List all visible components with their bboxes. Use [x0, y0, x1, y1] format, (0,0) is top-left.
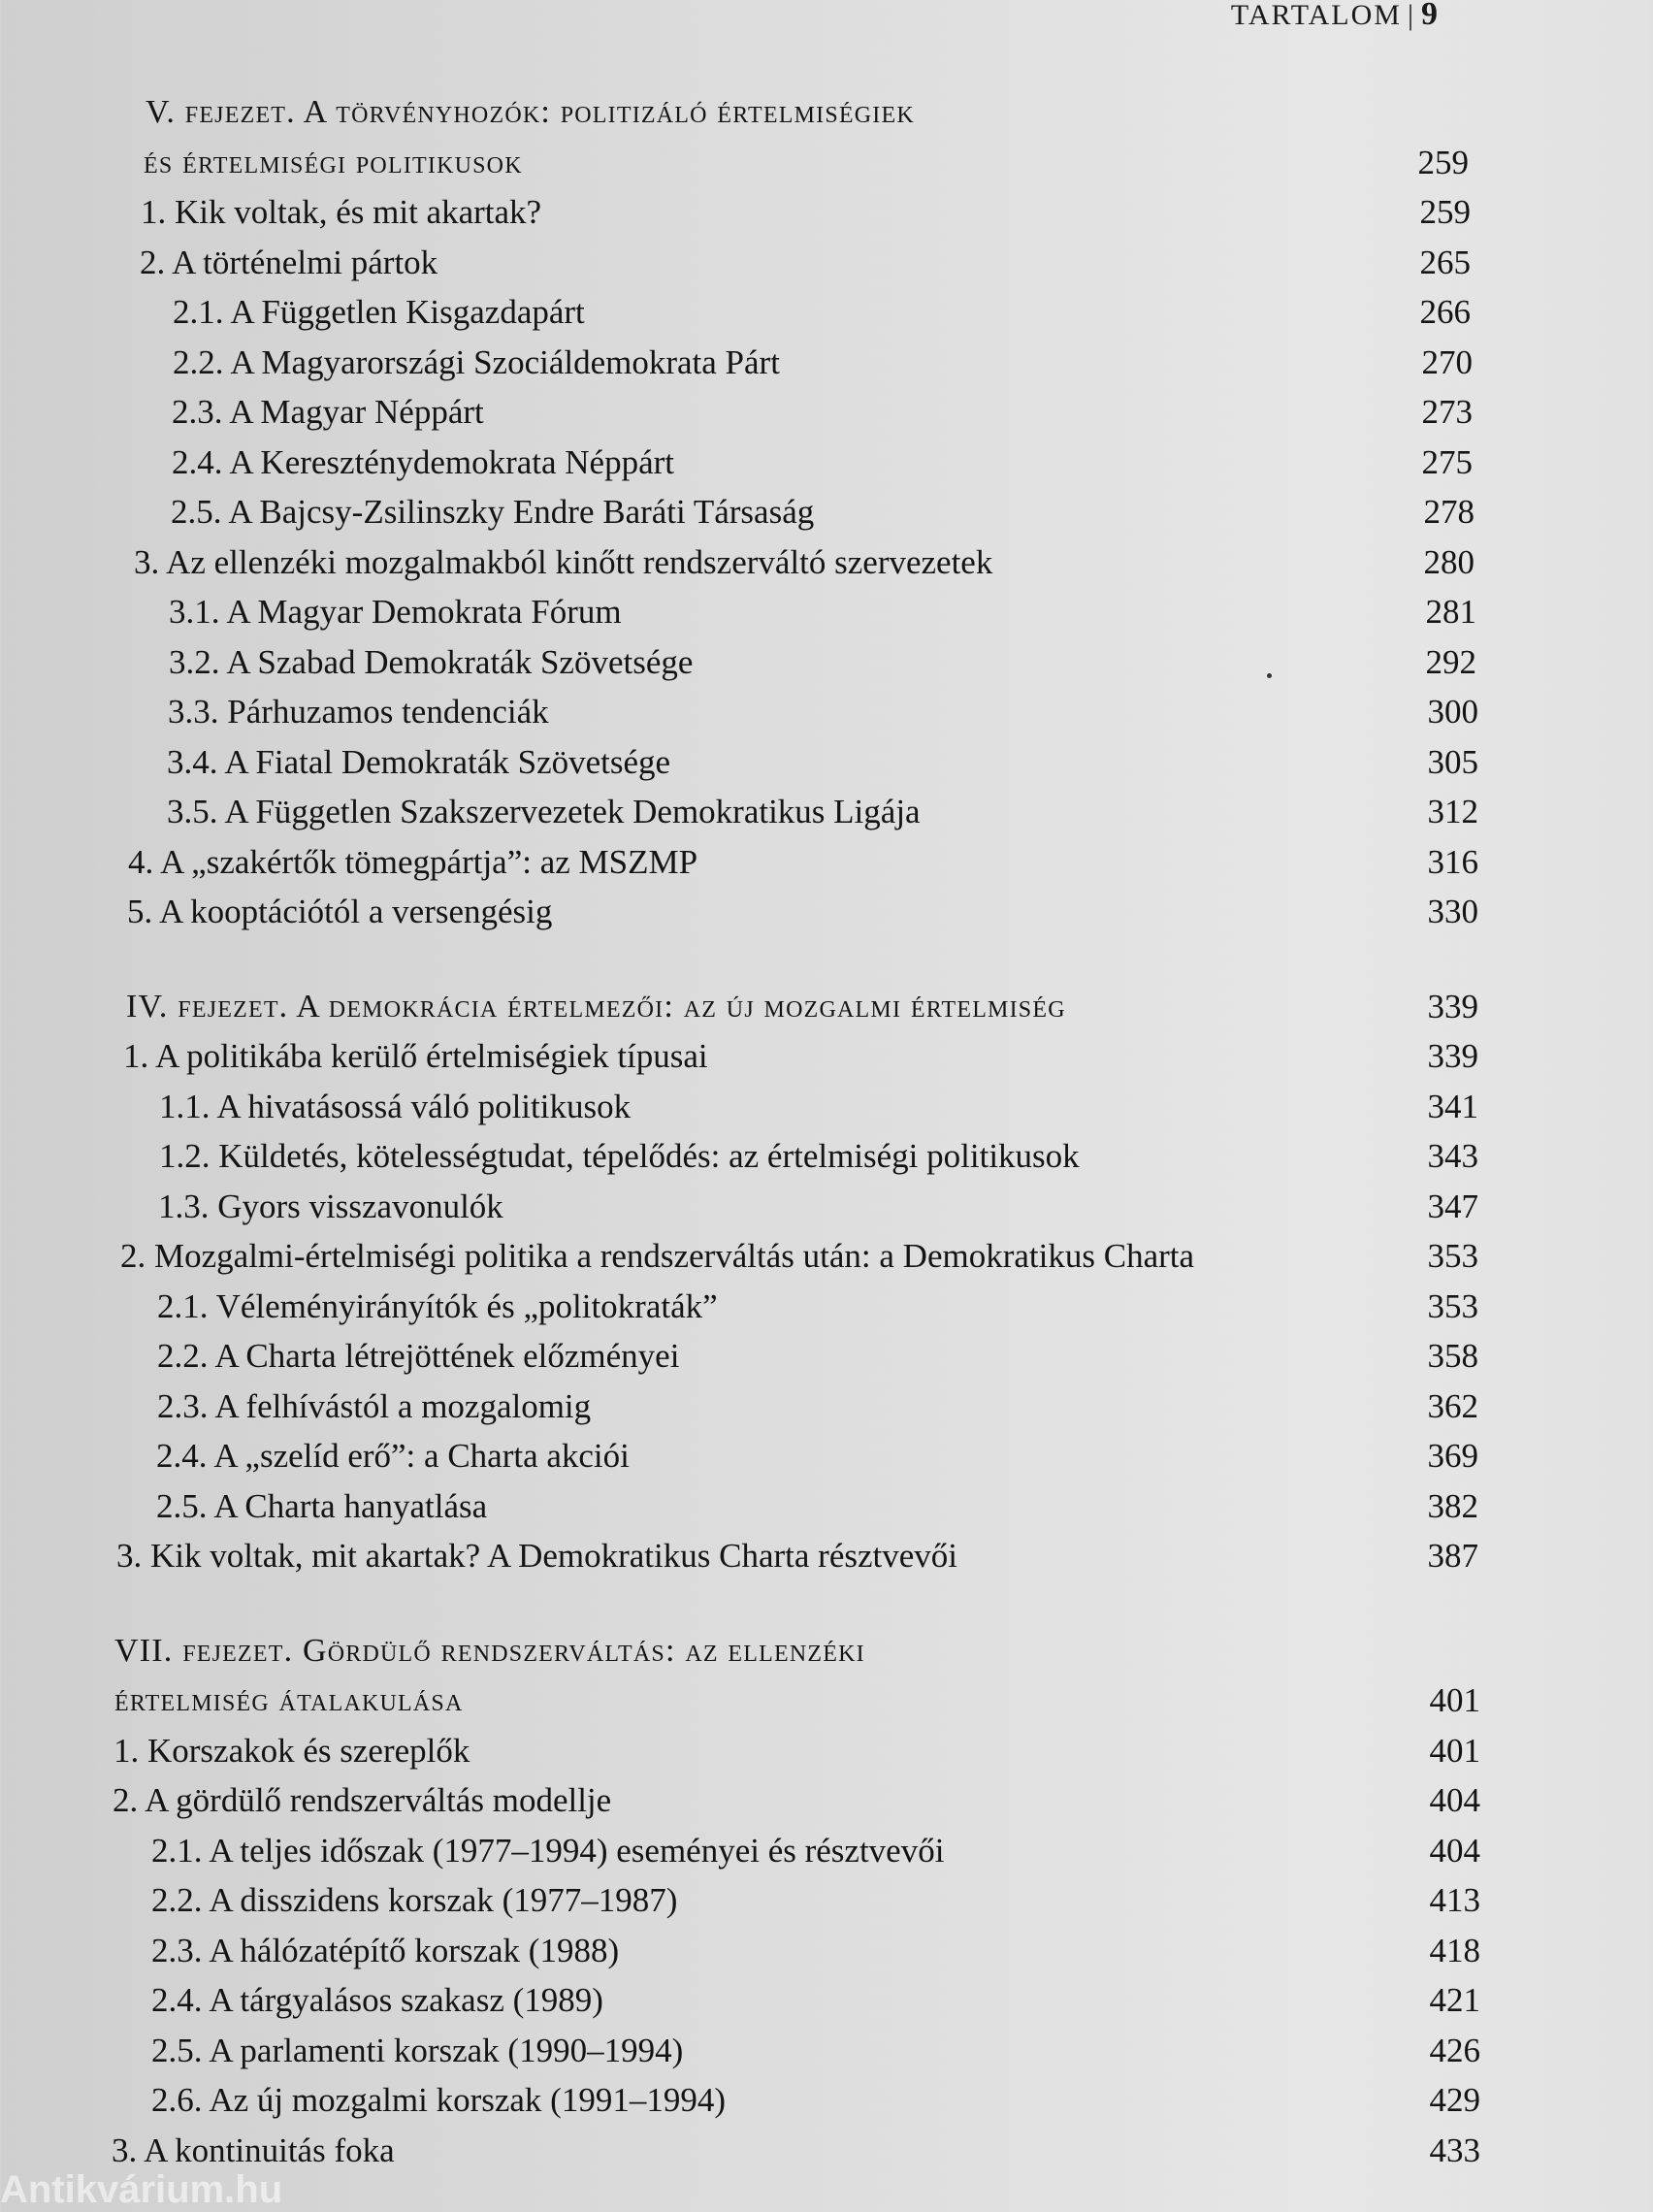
toc-page: 273 — [1421, 393, 1473, 431]
toc-label: 1. Kik voltak, és mit akartak? — [141, 193, 542, 231]
toc-page: 353 — [1427, 1237, 1478, 1275]
toc-entry — [0, 1975, 1653, 2026]
toc-label: 2.1. A Független Kisgazdapárt — [173, 293, 585, 331]
running-head-label: TARTALOM — [1230, 0, 1402, 31]
toc-entry — [0, 1775, 1653, 1826]
toc-entry — [0, 837, 1653, 888]
toc-entry — [0, 737, 1653, 788]
toc-label: 2.4. A tárgyalásos szakasz (1989) — [151, 1981, 603, 2019]
toc-page: 265 — [1419, 243, 1471, 281]
table-of-contents — [0, 87, 1653, 2175]
toc-label: 3. Kik voltak, mit akartak? A Demokratikus Charta résztvevői — [116, 1537, 958, 1575]
toc-entry — [0, 1431, 1653, 1481]
toc-page: 404 — [1429, 1831, 1480, 1870]
toc-entry — [0, 487, 1653, 537]
chapter-title-continued: értelmiség átalakulása — [114, 1682, 464, 1718]
toc-label: 2.2. A disszidens korszak (1977–1987) — [151, 1881, 678, 1919]
toc-page: 343 — [1427, 1137, 1478, 1175]
toc-label: 2. Mozgalmi-értelmiségi politika a rendszerváltás után: a Demokratikus Charta — [120, 1237, 1195, 1275]
toc-page: 426 — [1429, 2031, 1480, 2069]
toc-label: 2. A gördülő rendszerváltás modellje — [113, 1781, 612, 1819]
toc-label: 2.1. A teljes időszak (1977–1994) eseményei és résztvevői — [151, 1831, 945, 1870]
toc-page: 382 — [1427, 1486, 1478, 1525]
toc-label: 2.5. A Bajcsy-Zsilinszky Endre Baráti Társaság — [171, 493, 815, 531]
ink-speck — [1267, 673, 1272, 678]
toc-label: 2.5. A parlamenti korszak (1990–1994) — [151, 2031, 684, 2069]
toc-label: 2.3. A felhívástól a mozgalomig — [157, 1386, 592, 1425]
toc-label: 2.6. Az új mozgalmi korszak (1991–1994) — [151, 2081, 726, 2119]
toc-entry — [0, 2026, 1653, 2076]
toc-entry — [0, 637, 1653, 688]
toc-entry — [0, 1131, 1653, 1182]
toc-entry — [0, 1382, 1653, 1432]
toc-page: 341 — [1427, 1087, 1478, 1125]
toc-page: 330 — [1427, 893, 1478, 930]
toc-page: 312 — [1427, 793, 1478, 830]
toc-label: 3.5. A Független Szakszervezetek Demokratikus Ligája — [167, 793, 921, 830]
toc-page: 358 — [1427, 1337, 1478, 1375]
chapter-heading — [0, 138, 1653, 188]
toc-page: 401 — [1429, 1681, 1480, 1719]
toc-page: 339 — [1427, 1037, 1478, 1075]
toc-page: 281 — [1425, 593, 1476, 631]
toc-page: 259 — [1417, 143, 1469, 181]
toc-entry — [0, 1082, 1653, 1132]
toc-page: 353 — [1427, 1286, 1478, 1325]
toc-page: 421 — [1429, 1981, 1480, 2019]
chapter-title: V. fejezet. A törvényhozók: politizáló értelmiségiek — [146, 94, 915, 130]
toc-label: 1. A politikába kerülő értelmiségiek típusai — [123, 1037, 708, 1075]
toc-entry — [0, 787, 1653, 837]
chapter-heading — [0, 87, 1653, 138]
toc-label: 2.2. A Magyarországi Szociáldemokrata Párt — [173, 342, 780, 381]
toc-entry — [0, 1331, 1653, 1382]
toc-entry — [0, 338, 1653, 388]
chapter-heading — [0, 1675, 1653, 1726]
toc-label: 2.1. Véleményirányítók és „politokraták” — [157, 1286, 718, 1325]
toc-entry — [0, 1182, 1653, 1232]
toc-page: 401 — [1429, 1731, 1480, 1770]
toc-label: 1. Korszakok és szereplők — [113, 1731, 470, 1770]
watermark: Antikvárium.hu — [0, 2168, 283, 2211]
toc-entry — [0, 1826, 1653, 1876]
toc-entry — [0, 587, 1653, 637]
toc-page: 404 — [1429, 1781, 1480, 1819]
toc-label: 3. A kontinuitás foka — [112, 2131, 395, 2169]
toc-entry — [0, 1031, 1653, 1082]
toc-page: 433 — [1429, 2131, 1480, 2169]
toc-entry — [0, 1231, 1653, 1282]
chapter-heading — [0, 982, 1653, 1032]
toc-label: 3.1. A Magyar Demokrata Fórum — [169, 593, 622, 631]
toc-page: 387 — [1427, 1537, 1478, 1575]
toc-page: 305 — [1427, 742, 1478, 781]
toc-page: 270 — [1421, 342, 1473, 381]
toc-entry — [0, 687, 1653, 737]
chapter-title-continued: és értelmiségi politikusok — [144, 144, 523, 180]
toc-page: 429 — [1429, 2081, 1480, 2119]
toc-entry — [0, 438, 1653, 488]
toc-entry — [0, 2075, 1653, 2126]
toc-entry — [0, 187, 1653, 238]
toc-page: 275 — [1421, 442, 1473, 481]
toc-entry — [0, 1282, 1653, 1332]
toc-label: 3. Az ellenzéki mozgalmakból kinőtt rendszerváltó szervezetek — [134, 542, 993, 581]
toc-page: 418 — [1429, 1931, 1480, 1969]
toc-page: 280 — [1423, 542, 1475, 581]
toc-label: 2.5. A Charta hanyatlása — [156, 1486, 488, 1525]
toc-entry — [0, 1481, 1653, 1532]
chapter-title: IV. fejezet. A demokrácia értelmezői: az új mozgalmi értelmiség — [126, 988, 1066, 1025]
toc-page: 347 — [1427, 1187, 1478, 1225]
toc-label: 4. A „szakértők tömegpártja”: az MSZMP — [128, 842, 698, 881]
toc-label: 1.3. Gyors visszavonulók — [158, 1187, 503, 1225]
toc-label: 3.3. Párhuzamos tendenciák — [168, 693, 549, 731]
toc-page: 413 — [1429, 1881, 1480, 1919]
toc-entry — [0, 1875, 1653, 1926]
toc-entry — [0, 887, 1653, 937]
toc-page: 362 — [1427, 1386, 1478, 1425]
toc-entry — [0, 1726, 1653, 1776]
toc-entry — [0, 287, 1653, 338]
toc-page: 316 — [1427, 842, 1478, 881]
toc-entry — [0, 387, 1653, 438]
toc-page: 278 — [1423, 493, 1475, 531]
toc-entry — [0, 537, 1653, 588]
toc-label: 1.2. Küldetés, kötelességtudat, tépelődés: az értelmiségi politikusok — [159, 1137, 1080, 1175]
toc-label: 2.4. A „szelíd erő”: a Charta akciói — [156, 1437, 630, 1475]
toc-label: 1.1. A hivatásossá váló politikusok — [159, 1087, 632, 1125]
page-number: 9 — [1421, 0, 1440, 32]
toc-label: 2.3. A Magyar Néppárt — [172, 393, 484, 431]
toc-entry — [0, 1531, 1653, 1581]
toc-label: 5. A kooptációtól a versengésig — [127, 893, 553, 930]
toc-label: 2.2. A Charta létrejöttének előzményei — [157, 1337, 680, 1375]
toc-page: 266 — [1419, 293, 1471, 331]
toc-page: 292 — [1425, 642, 1476, 681]
toc-entry — [0, 1926, 1653, 1976]
toc-label: 2.4. A Kereszténydemokrata Néppárt — [172, 442, 675, 481]
chapter-title: VII. fejezet. Gördülő rendszerváltás: az ellenzéki — [114, 1632, 865, 1669]
toc-entry — [0, 238, 1653, 288]
toc-page: 339 — [1427, 987, 1478, 1025]
toc-page: 369 — [1427, 1437, 1478, 1475]
running-head-separator: | — [1407, 0, 1415, 31]
toc-label: 2.3. A hálózatépítő korszak (1988) — [151, 1931, 620, 1969]
toc-page: 259 — [1419, 193, 1471, 231]
toc-label: 3.4. A Fiatal Demokraták Szövetsége — [167, 742, 671, 781]
chapter-heading — [0, 1626, 1653, 1676]
running-head — [1231, 0, 1440, 33]
toc-label: 2. A történelmi pártok — [140, 243, 438, 281]
toc-label: 3.2. A Szabad Demokraták Szövetsége — [169, 642, 694, 681]
toc-page: 300 — [1427, 693, 1478, 731]
